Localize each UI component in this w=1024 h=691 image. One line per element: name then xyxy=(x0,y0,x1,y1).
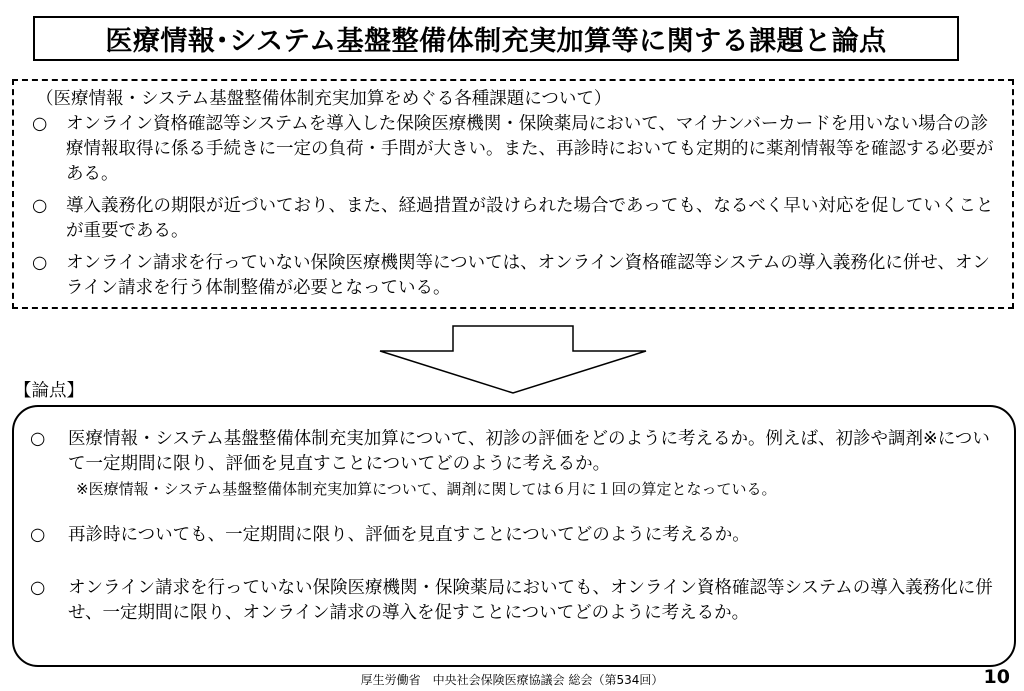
point-item xyxy=(26,427,996,477)
point-text: 医療情報・システム基盤整備体制充実加算について、初診の評価をどのように考えるか。例えば、初診や調剤※について一定期間に限り、評価を見直すことについてどのように考えるか。 xyxy=(68,429,990,474)
point-item xyxy=(26,576,996,626)
issues-heading: （医療情報・システム基盤整備体制充実加算をめぐる各種課題について） xyxy=(36,89,612,109)
circle-bullet: ○ xyxy=(32,114,48,134)
issue-item xyxy=(26,112,1002,187)
point-text: オンライン請求を行っていない保険医療機関・保険薬局においても、オンライン資格確認等システムの導入義務化に併せ、一定期間に限り、オンライン請求の導入を促すことについてどのように考えるか。 xyxy=(68,578,993,623)
circle-bullet: ○ xyxy=(32,253,48,273)
page-number: 10 xyxy=(983,666,1010,688)
point-item xyxy=(26,523,996,548)
footer-source: 厚生労働省 中央社会保険医療協議会 総会（第534回） xyxy=(360,673,664,687)
issue-text: 導入義務化の期限が近づいており、また、経過措置が設けられた場合であっても、なるべく早い対応を促していくことが重要である。 xyxy=(66,196,994,241)
page-title: 医療情報･システム基盤整備体制充実加算等に関する課題と論点 xyxy=(33,16,959,61)
issue-item xyxy=(26,194,1002,244)
issues-box xyxy=(12,79,1014,309)
issue-item xyxy=(26,251,1002,301)
circle-bullet: ○ xyxy=(30,429,46,449)
issue-text: オンライン資格確認等システムを導入した保険医療機関・保険薬局において、マイナンバーカードを用いない場合の診療情報取得に係る手続きに一定の負荷・手間が大きい。また、再診時においても定期的に薬剤情報等を確認する必要がある。 xyxy=(66,114,994,184)
down-arrow-icon xyxy=(378,325,648,395)
point-text: 再診時についても、一定期間に限り、評価を見直すことについてどのように考えるか。 xyxy=(68,525,750,545)
points-box xyxy=(12,405,1016,667)
ronten-label: 【論点】 xyxy=(14,381,84,401)
issue-text: オンライン請求を行っていない保険医療機関等については、オンライン資格確認等システムの導入義務化に併せ、オンライン請求を行う体制整備が必要となっている。 xyxy=(66,253,990,298)
point-note: ※医療情報・システム基盤整備体制充実加算について、調剤に関しては６月に１回の算定となっている。 xyxy=(76,480,777,498)
circle-bullet: ○ xyxy=(30,525,46,545)
circle-bullet: ○ xyxy=(30,578,46,598)
circle-bullet: ○ xyxy=(32,196,48,216)
